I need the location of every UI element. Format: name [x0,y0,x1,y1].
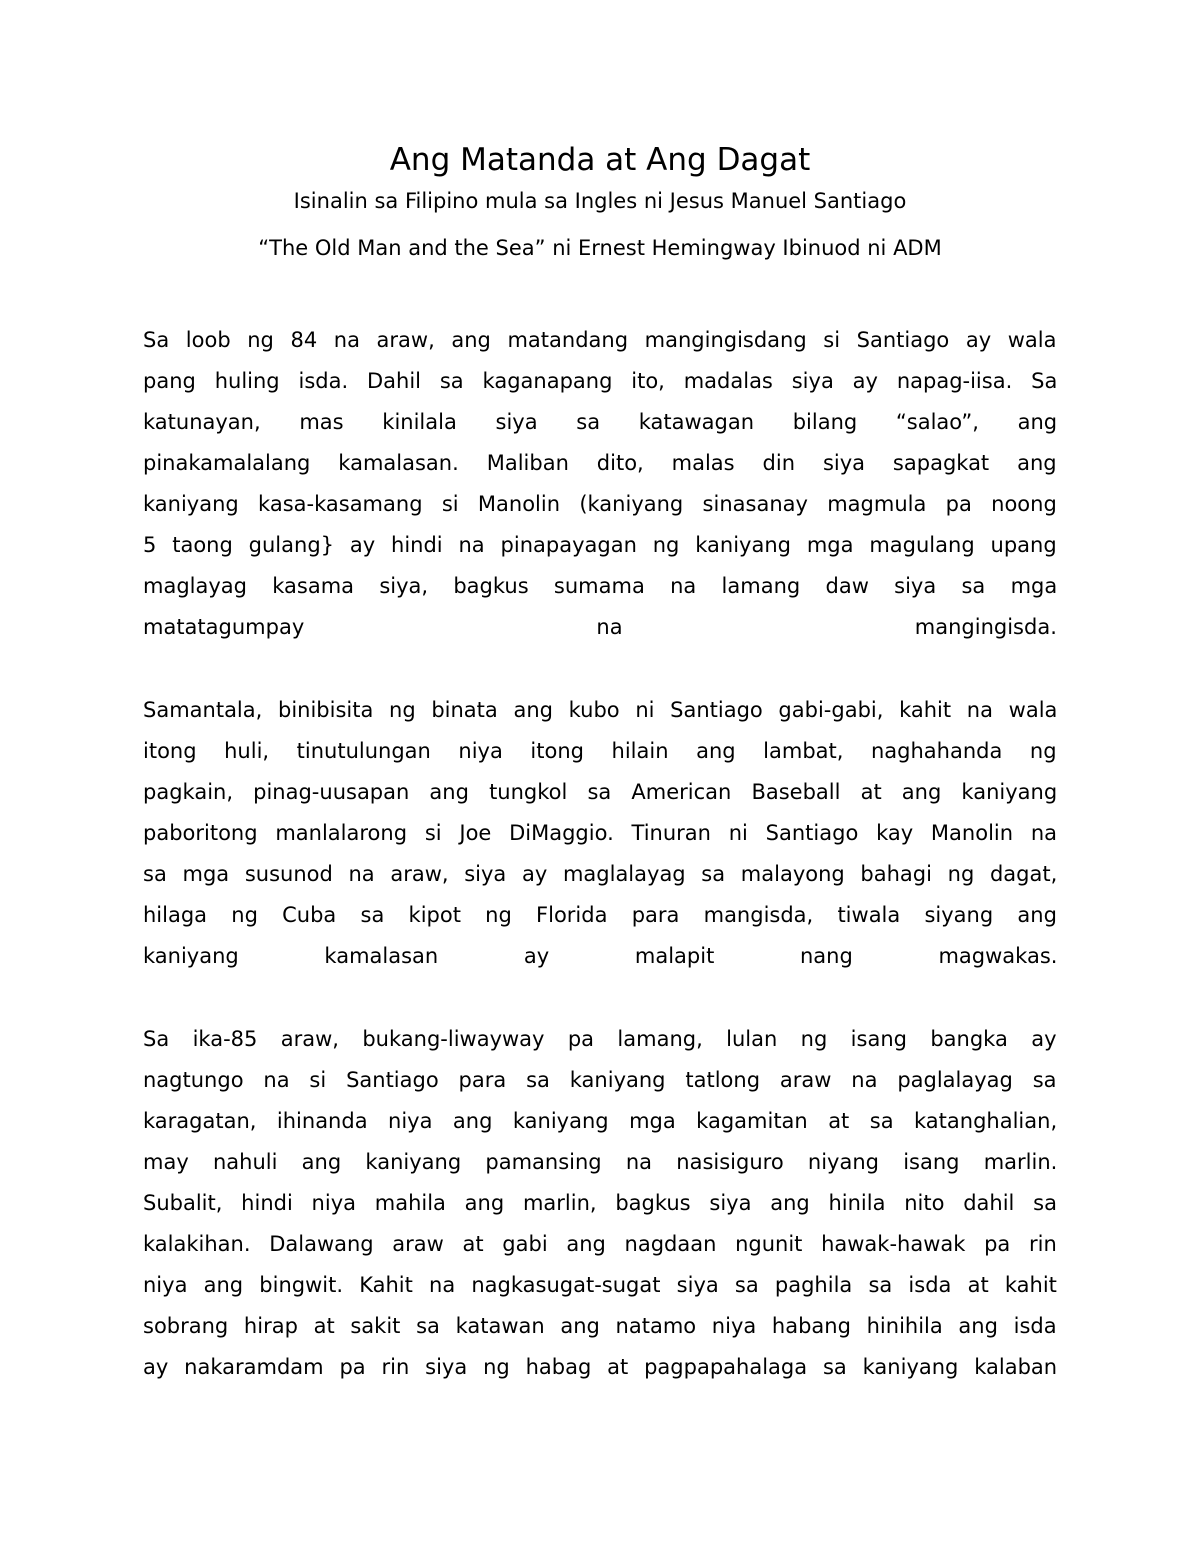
paragraph-line: pinakamalalang kamalasan. Maliban dito, malas din siya sapagkat ang [143,451,1057,475]
paragraph-line: kalakihan. Dalawang araw at gabi ang nagdaan ngunit hawak-hawak pa rin [143,1232,1057,1256]
paragraph-line: matatagumpay na mangingisda. [143,615,1057,639]
translator-credit: Isinalin sa Filipino mula sa Ingles ni Jesus Manuel Santiago [293,189,907,213]
paragraph-line: nagtungo na si Santiago para sa kaniyang tatlong araw na paglalayag sa [143,1068,1057,1092]
paragraph-line: maglayag kasama siya, bagkus sumama na lamang daw siya sa mga [143,574,1058,598]
paragraph-line: kaniyang kasa-kasamang si Manolin (kaniyang sinasanay magmula pa noong [143,492,1057,516]
paragraph-1 [143,320,1057,648]
paragraph-line: pagkain, pinag-uusapan ang tungkol sa American Baseball at ang kaniyang [143,780,1058,804]
paragraph-line: 5 taong gulang} ay hindi na pinapayagan ng kaniyang mga magulang upang [143,533,1057,557]
paragraph-3 [143,1019,1057,1388]
document-title: Ang Matanda at Ang Dagat [389,142,811,178]
paragraph-line: sa mga susunod na araw, siya ay maglalayag sa malayong bahagi ng dagat, [143,862,1058,886]
paragraph-2 [143,690,1057,977]
paragraph-line: kaniyang kamalasan ay malapit nang magwakas. [143,944,1058,968]
original-work-credit: “The Old Man and the Sea” ni Ernest Hemingway Ibinuod ni ADM [258,236,942,260]
paragraph-line: ay nakaramdam pa rin siya ng habag at pagpapahalaga sa kaniyang kalaban [143,1355,1058,1379]
paragraph-line: katunayan, mas kinilala siya sa katawagan bilang “salao”, ang [143,410,1058,434]
paragraph-line: Samantala, binibisita ng binata ang kubo ni Santiago gabi-gabi, kahit na wala [143,698,1058,722]
paragraph-line: hilaga ng Cuba sa kipot ng Florida para mangisda, tiwala siyang ang [143,903,1057,927]
paragraph-line: Sa loob ng 84 na araw, ang matandang mangingisdang si Santiago ay wala [143,328,1057,352]
paragraph-line: itong huli, tinutulungan niya itong hilain ang lambat, naghahanda ng [143,739,1057,763]
paragraph-line: pang huling isda. Dahil sa kaganapang ito, madalas siya ay napag-iisa. Sa [143,369,1058,393]
paragraph-line: Subalit, hindi niya mahila ang marlin, bagkus siya ang hinila nito dahil sa [143,1191,1057,1215]
paragraph-line: paboritong manlalarong si Joe DiMaggio. Tinuran ni Santiago kay Manolin na [143,821,1058,845]
paragraph-line: niya ang bingwit. Kahit na nagkasugat-sugat siya sa paghila sa isda at kahit [143,1273,1057,1297]
paragraph-line: may nahuli ang kaniyang pamansing na nasisiguro niyang isang marlin. [143,1150,1058,1174]
paragraph-line: sobrang hirap at sakit sa katawan ang natamo niya habang hinihila ang isda [143,1314,1057,1338]
paragraph-line: Sa ika-85 araw, bukang-liwayway pa lamang, lulan ng isang bangka ay [143,1027,1057,1051]
paragraph-line: karagatan, ihinanda niya ang kaniyang mga kagamitan at sa katanghalian, [143,1109,1058,1133]
